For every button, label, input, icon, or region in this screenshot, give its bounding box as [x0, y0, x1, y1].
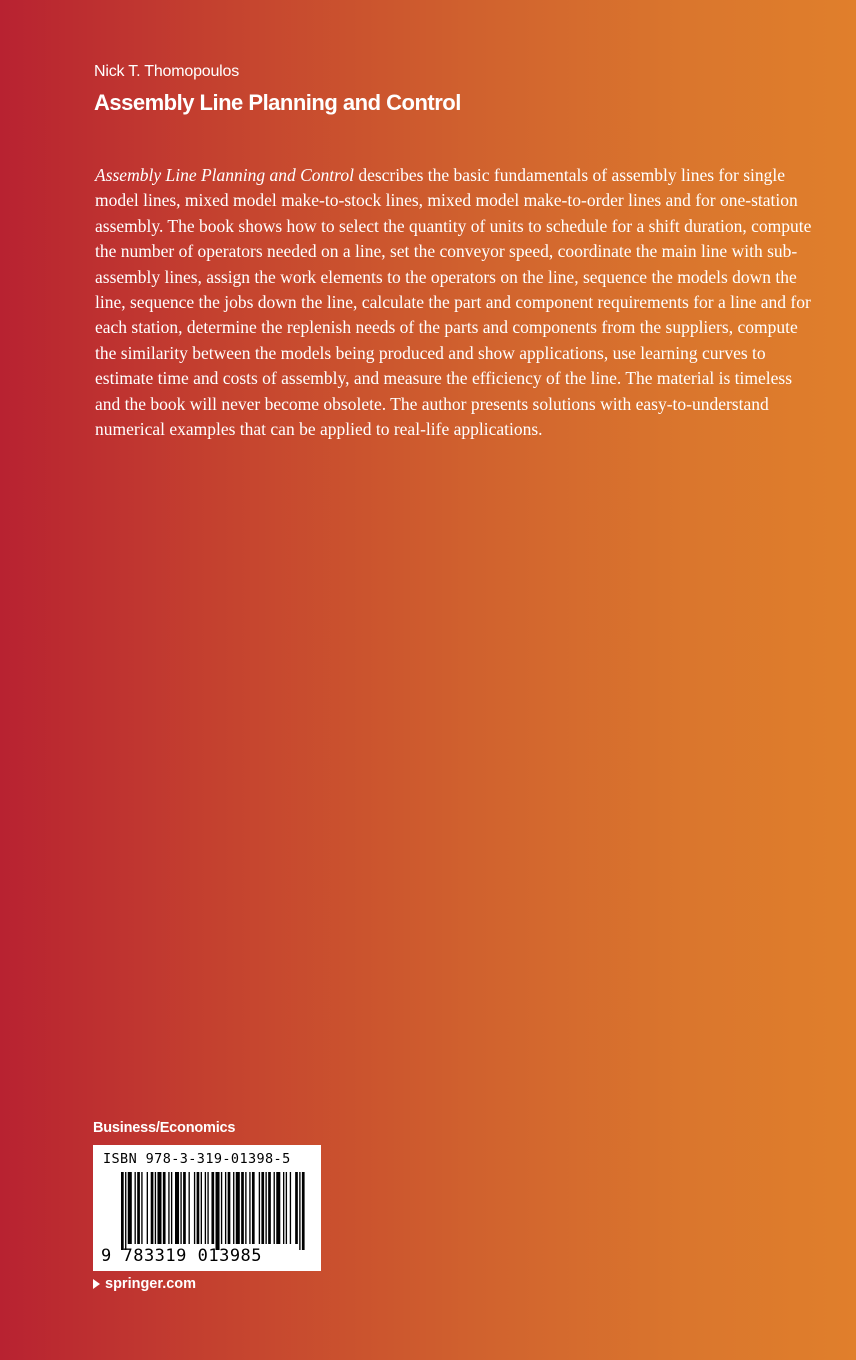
book-description-title: Assembly Line Planning and Control — [95, 165, 354, 185]
barcode-bar — [194, 1172, 195, 1244]
barcode-bar — [205, 1172, 206, 1244]
barcode-bar — [302, 1172, 305, 1250]
barcode-bar — [155, 1172, 156, 1244]
barcode-bar — [151, 1172, 154, 1244]
barcode-bar — [228, 1172, 231, 1244]
barcode-bar — [128, 1172, 132, 1244]
barcode-bar — [252, 1172, 255, 1244]
barcode-bar — [295, 1172, 298, 1244]
barcode-bar — [221, 1172, 222, 1244]
barcode-bar — [207, 1172, 208, 1244]
publisher-link[interactable] — [93, 1276, 196, 1292]
barcode-bar — [290, 1172, 291, 1244]
barcode-bar — [268, 1172, 271, 1244]
barcode-bar — [236, 1172, 240, 1244]
barcode-bar — [245, 1172, 246, 1244]
barcode-bar — [197, 1172, 200, 1244]
barcode-bar — [225, 1172, 226, 1244]
barcode-bar — [121, 1172, 124, 1250]
barcode-bar — [171, 1172, 172, 1244]
barcode-bar — [125, 1172, 126, 1250]
subject-category: Business/Economics — [93, 1120, 236, 1136]
barcode-bar — [233, 1172, 234, 1244]
barcode-bar — [241, 1172, 244, 1244]
book-title: Assembly Line Planning and Control — [94, 90, 461, 115]
barcode-bar — [147, 1172, 148, 1244]
author-name: Nick T. Thomopoulos — [94, 63, 240, 80]
barcode-bar — [175, 1172, 179, 1244]
publisher-url: springer.com — [105, 1276, 197, 1292]
barcode-bar — [299, 1172, 300, 1250]
barcode-bar — [283, 1172, 284, 1244]
barcode-bar — [141, 1172, 142, 1244]
barcode-digits: 9 783319 013985 — [101, 1246, 263, 1266]
barcode-bar — [157, 1172, 161, 1244]
barcode-bar — [168, 1172, 169, 1244]
barcode-bar — [274, 1172, 275, 1244]
isbn-label: ISBN 978-3-319-01398-5 — [103, 1151, 291, 1167]
barcode-bar — [135, 1172, 136, 1244]
barcode-bar — [216, 1172, 220, 1250]
triangle-right-icon — [93, 1279, 100, 1289]
book-description-body: describes the basic fundamentals of assembly lines for single model lines, mixed model make-to-stock lines, mixed model make-to-order lines and for one-station assembly. The book shows how to select the quantity of units to schedule for a shift duration, compute the number of operators needed on a line, set the conveyor speed, coordinate the main line with sub-assembly lines, assign the work elements to the operators on the line, sequence the models down the line, sequence the jobs down the line, calculate the part and component requirements for a line and for each station, determine the replenish needs of the parts and components from the suppliers, compute the similarity between the models being produced and show applications, use learning curves to estimate time and costs of assembly, and measure the efficiency of the line. The material is timeless and the book will never become obsolete. The author presents solutions with easy-to-understand numerical examples that can be applied to real-life applications. — [95, 165, 812, 440]
barcode-bar — [259, 1172, 260, 1244]
isbn-barcode — [93, 1145, 321, 1271]
barcode-bar — [163, 1172, 166, 1244]
barcode-bar — [276, 1172, 280, 1244]
barcode-bar — [261, 1172, 264, 1244]
barcode-bar — [201, 1172, 202, 1244]
book-description — [95, 163, 815, 442]
barcode-bar — [265, 1172, 266, 1244]
barcode-bar — [137, 1172, 140, 1244]
barcode-bar — [183, 1172, 186, 1244]
barcode-bar — [249, 1172, 250, 1244]
barcode-bar — [286, 1172, 287, 1244]
barcode-bar — [211, 1172, 214, 1244]
barcode-bar — [189, 1172, 190, 1244]
barcode-bar — [180, 1172, 181, 1244]
